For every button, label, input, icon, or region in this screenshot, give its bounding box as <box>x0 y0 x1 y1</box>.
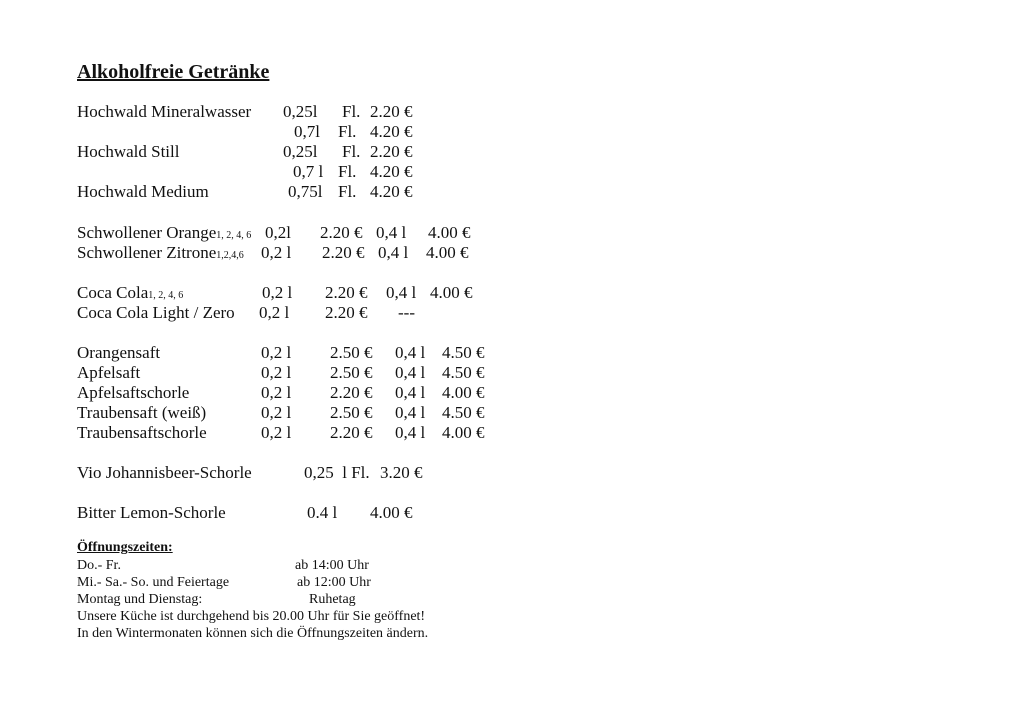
item-price: 2.20 € <box>322 243 365 262</box>
item-volume-large: 0,4 l <box>395 423 426 442</box>
item-name: Schwollener Orange1, 2, 4, 6 <box>77 223 252 242</box>
item-name: Coca Cola Light / Zero <box>77 303 235 322</box>
item-volume: 0,2 l <box>259 303 290 322</box>
item-price: 4.20 € <box>370 122 413 141</box>
item-volume: 0,2 l <box>261 423 292 442</box>
hours-days: Montag und Dienstag: <box>77 592 203 607</box>
item-volume: 0,25l <box>283 102 318 121</box>
item-name: Hochwald Medium <box>77 182 209 201</box>
additive-note: 1, 2, 4, 6 <box>216 230 252 241</box>
item-price: 2.20 € <box>330 383 373 402</box>
item-volume: 0,2 l <box>261 363 292 382</box>
item-price-large: 4.00 € <box>428 223 471 242</box>
item-price: 2.20 € <box>325 303 368 322</box>
item-unit: Fl. <box>338 162 357 181</box>
item-price-large: 4.00 € <box>442 423 485 442</box>
item-price: 2.20 € <box>320 223 363 242</box>
item-price: 3.20 € <box>380 463 423 482</box>
hours-days: Do.- Fr. <box>77 558 121 573</box>
item-price: 2.20 € <box>370 142 413 161</box>
item-volume-large: --- <box>398 303 415 322</box>
item-volume: 0,2 l <box>261 383 292 402</box>
item-volume: 0,2 l <box>261 403 292 422</box>
item-name: Coca Cola1, 2, 4, 6 <box>77 283 184 302</box>
item-volume: 0,7 l <box>293 162 324 181</box>
item-volume: 0.4 l <box>307 503 338 522</box>
additive-note: 1, 2, 4, 6 <box>148 290 184 301</box>
item-volume-large: 0,4 l <box>376 223 407 242</box>
item-volume-large: 0,4 l <box>395 343 426 362</box>
item-name: Hochwald Still <box>77 142 180 161</box>
hours-days: Mi.- Sa.- So. und Feiertage <box>77 575 230 590</box>
item-unit: Fl. <box>342 142 361 161</box>
item-unit: Fl. <box>338 122 357 141</box>
item-name: Apfelsaftschorle <box>77 383 190 402</box>
item-price-large: 4.00 € <box>426 243 469 262</box>
item-volume: 0,2l <box>265 223 291 242</box>
item-name: Schwollener Zitrone1,2,4,6 <box>77 243 244 262</box>
item-price: 2.50 € <box>330 363 373 382</box>
item-volume-large: 0,4 l <box>386 283 417 302</box>
item-volume: 0,7l <box>294 122 320 141</box>
item-volume: 0,25l <box>283 142 318 161</box>
item-price: 4.20 € <box>370 162 413 181</box>
item-price: 2.50 € <box>330 403 373 422</box>
item-price-large: 4.00 € <box>430 283 473 302</box>
item-volume: 0,75l <box>288 182 323 201</box>
additive-note: 1,2,4,6 <box>216 250 244 261</box>
item-name: Apfelsaft <box>77 363 141 382</box>
hours-time: Ruhetag <box>309 592 356 607</box>
item-volume: 0,2 l <box>261 243 292 262</box>
item-price: 2.50 € <box>330 343 373 362</box>
item-volume: 0,25 l Fl. <box>304 463 370 482</box>
page-title: Alkoholfreie Getränke <box>77 61 270 83</box>
item-name: Traubensaft (weiß) <box>77 403 207 422</box>
item-price: 4.00 € <box>370 503 413 522</box>
item-name: Hochwald Mineralwasser <box>77 102 252 121</box>
item-volume-large: 0,4 l <box>395 383 426 402</box>
item-price: 4.20 € <box>370 182 413 201</box>
item-price-large: 4.00 € <box>442 383 485 402</box>
item-volume: 0,2 l <box>261 343 292 362</box>
item-name: Orangensaft <box>77 343 161 362</box>
kitchen-note: Unsere Küche ist durchgehend bis 20.00 Uhr für Sie geöffnet! <box>77 609 426 624</box>
item-volume-large: 0,4 l <box>395 363 426 382</box>
item-name: Vio Johannisbeer-Schorle <box>77 463 252 482</box>
item-price-large: 4.50 € <box>442 343 485 362</box>
hours-time: ab 14:00 Uhr <box>295 558 369 573</box>
winter-note: In den Wintermonaten können sich die Öffnungszeiten ändern. <box>77 626 429 641</box>
item-unit: Fl. <box>342 102 361 121</box>
item-volume: 0,2 l <box>262 283 293 302</box>
item-price: 2.20 € <box>325 283 368 302</box>
item-price: 2.20 € <box>370 102 413 121</box>
item-price-large: 4.50 € <box>442 403 485 422</box>
item-name: Traubensaftschorle <box>77 423 207 442</box>
item-price-large: 4.50 € <box>442 363 485 382</box>
item-name: Bitter Lemon-Schorle <box>77 503 226 522</box>
opening-hours-title: Öffnungszeiten: <box>77 540 173 555</box>
item-price: 2.20 € <box>330 423 373 442</box>
hours-time: ab 12:00 Uhr <box>297 575 371 590</box>
item-volume-large: 0,4 l <box>378 243 409 262</box>
item-volume-large: 0,4 l <box>395 403 426 422</box>
item-unit: Fl. <box>338 182 357 201</box>
